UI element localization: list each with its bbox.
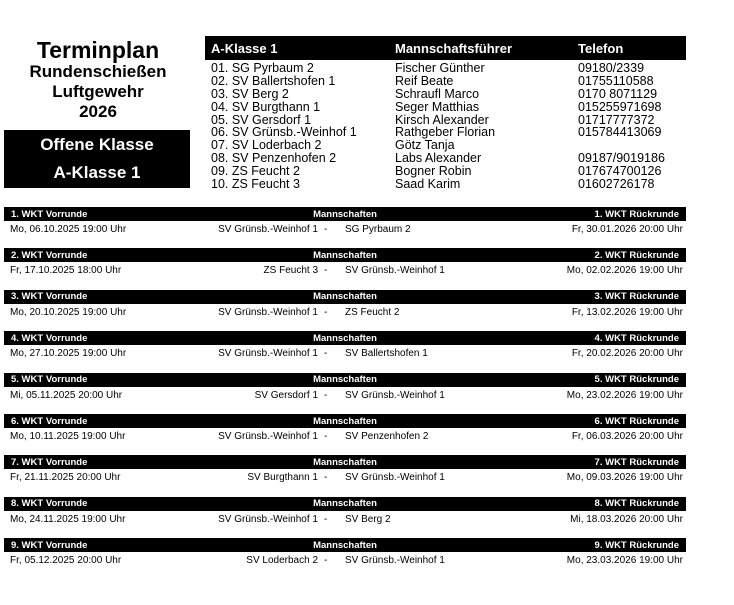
match-separator: - (324, 224, 328, 235)
match-block (4, 331, 686, 361)
match-header (4, 290, 686, 304)
first-round-date: Mo, 06.10.2025 19:00 Uhr (10, 224, 127, 235)
match-separator: - (324, 555, 328, 567)
match-separator: - (324, 265, 328, 277)
first-round-date: Mo, 24.11.2025 19:00 Uhr (10, 513, 126, 525)
team-name: 07. SV Loderbach 2 (211, 138, 322, 153)
away-team: SV Penzenhofen 2 (345, 431, 429, 442)
match-row (4, 346, 686, 361)
match-row (4, 470, 686, 485)
match-row (4, 263, 686, 278)
team-captain: Bogner Robin (395, 164, 472, 179)
second-round-date: Mo, 23.03.2026 19:00 Uhr (566, 555, 683, 567)
match-separator: - (324, 389, 328, 401)
home-team: SV Grünsb.-Weinhof 1 (218, 306, 318, 318)
match-header (4, 248, 686, 262)
match-row (4, 388, 686, 403)
second-round-label: 7. WKT Rückrunde (594, 456, 679, 468)
match-header (4, 455, 686, 469)
teams-table (205, 36, 686, 191)
teams-body (205, 62, 686, 191)
first-round-label: 2. WKT Vorrunde (11, 249, 88, 261)
team-phone: 09180/2339 (578, 60, 645, 75)
second-round-date: Mo, 23.02.2026 19:00 Uhr (566, 389, 683, 401)
team-captain: Götz Tanja (395, 138, 455, 153)
team-name: 03. SV Berg 2 (211, 86, 289, 101)
second-round-label: 5. WKT Rückrunde (594, 374, 679, 386)
match-header (4, 497, 686, 511)
second-round-label: 3. WKT Rückrunde (594, 291, 679, 303)
match-row (4, 305, 686, 320)
team-name: 04. SV Burgthann 1 (211, 99, 321, 114)
match-separator: - (324, 348, 328, 360)
team-captain: Labs Alexander (395, 151, 482, 166)
team-captain: Rathgeber Florian (395, 125, 496, 140)
team-phone: 01717777372 (578, 112, 655, 127)
match-row (4, 222, 686, 237)
second-round-label: 8. WKT Rückrunde (594, 498, 679, 510)
match-header (4, 207, 686, 221)
first-round-label: 8. WKT Vorrunde (11, 498, 88, 510)
away-team: SV Ballertshofen 1 (345, 348, 428, 360)
match-separator: - (324, 431, 328, 442)
team-name: 06. SV Grünsb.-Weinhof 1 (211, 125, 357, 140)
second-round-label: 4. WKT Rückrunde (594, 332, 679, 344)
first-round-date: Mo, 10.11.2025 19:00 Uhr (10, 431, 126, 442)
first-round-date: Mi, 05.11.2025 20:00 Uhr (10, 389, 123, 401)
second-round-date: Fr, 13.02.2026 19:00 Uhr (571, 306, 683, 318)
class-box (4, 130, 190, 188)
away-team: SG Pyrbaum 2 (345, 224, 411, 235)
team-name: 09. ZS Feucht 2 (211, 164, 300, 179)
home-team: SV Grünsb.-Weinhof 1 (218, 348, 318, 360)
match-header (4, 331, 686, 345)
home-team: ZS Feucht 3 (263, 265, 318, 277)
match-separator: - (324, 513, 328, 525)
match-block (4, 414, 686, 444)
away-team: SV Berg 2 (345, 513, 391, 525)
team-row (205, 88, 686, 101)
second-round-date: Mo, 02.02.2026 19:00 Uhr (566, 265, 683, 277)
first-round-date: Fr, 17.10.2025 18:00 Uhr (10, 265, 122, 277)
match-row (4, 512, 686, 527)
home-team: SV Loderbach 2 (246, 555, 318, 567)
team-name: 01. SG Pyrbaum 2 (211, 60, 314, 75)
title-line-2: Rundenschießen (29, 62, 167, 81)
home-team: SV Burgthann 1 (247, 472, 318, 484)
away-team: SV Grünsb.-Weinhof 1 (345, 265, 445, 277)
teams-label: Mannschaften (313, 249, 377, 261)
class-box-line-2: A-Klasse 1 (53, 163, 141, 182)
teams-label: Mannschaften (313, 332, 377, 344)
team-row (205, 178, 686, 191)
match-block (4, 290, 686, 320)
first-round-date: Fr, 21.11.2025 20:00 Uhr (10, 472, 121, 484)
first-round-label: 4. WKT Vorrunde (11, 332, 88, 344)
teams-label: Mannschaften (313, 374, 377, 386)
team-row (205, 62, 686, 75)
home-team: SV Gersdorf 1 (254, 389, 318, 401)
match-block (4, 207, 686, 237)
first-round-date: Fr, 05.12.2025 20:00 Uhr (10, 555, 122, 567)
title-line-3: Luftgewehr (52, 82, 144, 101)
team-phone: 01755110588 (578, 73, 654, 88)
team-phone: 01602726178 (578, 176, 655, 191)
match-block (4, 373, 686, 403)
team-captain: Kirsch Alexander (395, 112, 489, 127)
away-team: SV Grünsb.-Weinhof 1 (345, 389, 445, 401)
teams-header-phone: Telefon (578, 40, 624, 56)
class-box-line-1: Offene Klasse (40, 135, 154, 154)
match-row (4, 429, 686, 444)
team-phone: 015255971698 (578, 99, 662, 114)
match-header (4, 538, 686, 552)
second-round-date: Mi, 18.03.2026 20:00 Uhr (570, 513, 683, 525)
teams-header-class: A-Klasse 1 (211, 40, 278, 56)
team-captain: Schraufl Marco (395, 86, 480, 101)
match-block (4, 455, 686, 485)
team-captain: Fischer Günther (395, 60, 485, 75)
team-captain: Seger Matthias (395, 99, 480, 114)
away-team: SV Grünsb.-Weinhof 1 (345, 555, 445, 567)
title-year: 2026 (79, 102, 117, 121)
second-round-date: Fr, 20.02.2026 20:00 Uhr (571, 348, 683, 360)
teams-label: Mannschaften (313, 415, 377, 427)
team-phone: 09187/9019186 (578, 151, 665, 166)
team-captain: Saad Karim (395, 176, 461, 191)
team-row (205, 101, 686, 114)
match-block (4, 538, 686, 568)
team-captain: Reif Beate (395, 73, 454, 88)
team-name: 10. ZS Feucht 3 (211, 176, 300, 191)
away-team: ZS Feucht 2 (345, 306, 400, 318)
first-round-label: 7. WKT Vorrunde (11, 456, 88, 468)
match-header (4, 414, 686, 428)
team-name: 08. SV Penzenhofen 2 (211, 151, 337, 166)
second-round-label: 9. WKT Rückrunde (594, 539, 679, 551)
first-round-date: Mo, 20.10.2025 19:00 Uhr (10, 306, 127, 318)
first-round-label: 3. WKT Vorrunde (11, 291, 88, 303)
first-round-label: 9. WKT Vorrunde (11, 539, 88, 551)
teams-header (205, 36, 686, 60)
team-row (205, 75, 686, 88)
teams-label: Mannschaften (313, 291, 377, 303)
page-title: Terminplan (36, 37, 160, 63)
teams-label: Mannschaften (313, 208, 377, 220)
away-team: SV Grünsb.-Weinhof 1 (345, 472, 445, 484)
home-team: SV Grünsb.-Weinhof 1 (218, 224, 318, 235)
team-phone: 015784413069 (578, 125, 662, 140)
team-name: 05. SV Gersdorf 1 (211, 112, 312, 127)
second-round-label: 2. WKT Rückrunde (594, 249, 679, 261)
first-round-label: 1. WKT Vorrunde (11, 208, 88, 220)
match-block (4, 248, 686, 278)
first-round-label: 5. WKT Vorrunde (11, 374, 88, 386)
match-row (4, 553, 686, 568)
home-team: SV Grünsb.-Weinhof 1 (218, 513, 318, 525)
second-round-label: 1. WKT Rückrunde (594, 208, 679, 220)
team-phone: 0170 8071129 (578, 86, 658, 101)
second-round-date: Mo, 09.03.2026 19:00 Uhr (566, 472, 683, 484)
second-round-date: Fr, 30.01.2026 20:00 Uhr (571, 224, 683, 235)
team-name: 02. SV Ballertshofen 1 (211, 73, 336, 88)
teams-label: Mannschaften (313, 539, 377, 551)
teams-header-captain: Mannschaftsführer (395, 40, 513, 56)
title-block (6, 38, 190, 122)
teams-label: Mannschaften (313, 456, 377, 468)
team-phone: 017674700126 (578, 164, 662, 179)
match-separator: - (324, 306, 328, 318)
match-header (4, 373, 686, 387)
home-team: SV Grünsb.-Weinhof 1 (218, 431, 318, 442)
teams-label: Mannschaften (313, 498, 377, 510)
match-separator: - (324, 472, 328, 484)
second-round-label: 6. WKT Rückrunde (594, 415, 679, 427)
second-round-date: Fr, 06.03.2026 20:00 Uhr (571, 431, 683, 442)
match-block (4, 497, 686, 527)
first-round-label: 6. WKT Vorrunde (11, 415, 88, 427)
first-round-date: Mo, 27.10.2025 19:00 Uhr (10, 348, 127, 360)
